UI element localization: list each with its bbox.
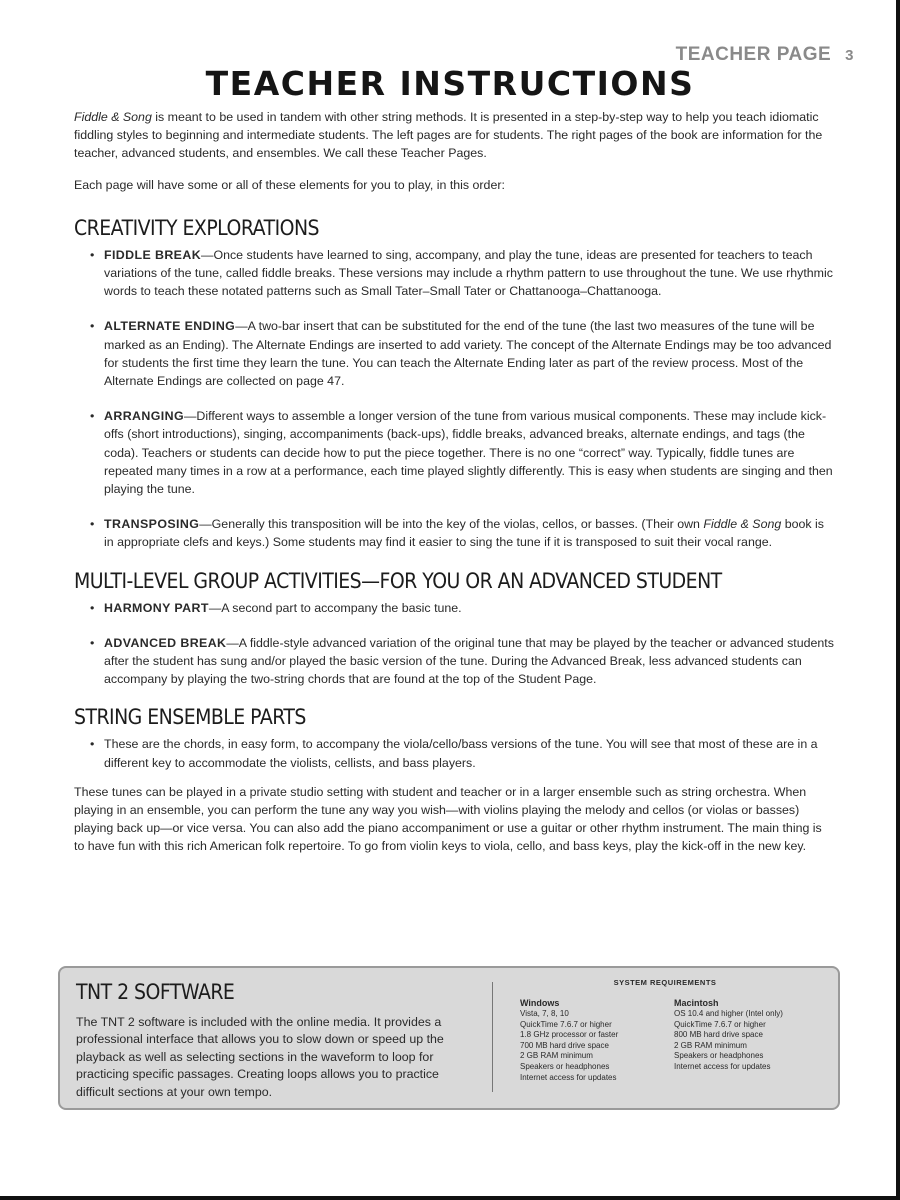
term-label: ARRANGING	[104, 409, 185, 424]
requirement-item: OS 10.4 and higher (Intel only)	[674, 1009, 783, 1018]
requirement-item: 1.8 GHz processor or faster	[520, 1030, 619, 1040]
mac-label: Macintosh	[674, 998, 719, 1008]
requirement-item: Vista, 7, 8, 10	[520, 1009, 569, 1018]
intro-paragraph: Fiddle & Song is meant to be used in tandem with other string methods. It is presented in a step-by-step way to help you teach idiomatic fiddling styles to beginning and intermediate students. The left pages are for students. The right pages of the book are information for the teacher, advanced students, and ensembles. We call these Teacher Pages.	[74, 110, 823, 161]
main-content	[74, 108, 834, 856]
requirement-item: 700 MB hard drive space	[520, 1040, 609, 1050]
list-item-transposing: • TRANSPOSING—Generally this transposition will be into the key of the violas, cellos, or basses. (Their own Fiddle & Song book is in appropriate clefs and keys.) Some students may find it easier to sing the tune if it is transposed to suit their vocal range.	[104, 515, 834, 551]
requirement-item: Internet access for updates	[674, 1061, 771, 1071]
requirement-item: Internet access for updates	[520, 1072, 617, 1082]
system-requirements-title: SYSTEM REQUIREMENTS	[613, 978, 717, 987]
list-item-ensemble: • These are the chords, in easy form, to accompany the viola/cello/bass versions of the tune. You will see that most of these are in a different key to accommodate the violists, cellists, and bass players.	[104, 735, 834, 771]
requirement-item: Speakers or headphones	[674, 1051, 764, 1061]
requirement-item: QuickTime 7.6.7 or higher	[520, 1019, 612, 1029]
page-edge-right	[896, 0, 900, 1200]
list-item-fiddle-break: • FIDDLE BREAK—Once students have learned to sing, accompany, and play the tune, ideas are presented for teachers to teach variations of the tune, called fiddle breaks. These versions may include a rhythm pattern to use throughout the tune. We use rhythmic words to teach these notated patterns such as Small Tater–Small Tater or Chattanooga–Chattanooga.	[104, 246, 834, 301]
term-label: FIDDLE BREAK	[104, 247, 202, 262]
closing-paragraph: These tunes can be played in a private studio setting with student and teacher or in a larger ensemble such as string orchestra. When playing in an ensemble, you can perform the tune any way you wish—with violins playing the melody and cellos (or violas or basses) playing back up—or vice versa. You can also add the piano accompaniment or use a guitar or other rhythm instrument. The main thing is to have fun with this rich American folk repertoire. To go from violin keys to viola, cello, and bass keys, play the kick-off in the new key.	[74, 784, 822, 854]
creativity-heading: CREATIVITY EXPLORATIONS	[74, 215, 320, 240]
creativity-list	[74, 246, 834, 552]
page-title: TEACHER INSTRUCTIONS	[205, 64, 695, 103]
requirement-item: QuickTime 7.6.7 or higher	[674, 1019, 766, 1029]
list-item-harmony-part: • HARMONY PART—A second part to accompany the basic tune.	[104, 599, 834, 617]
book-title: Fiddle & Song	[74, 110, 152, 124]
windows-requirements	[520, 998, 670, 1083]
page-edge-bottom	[0, 1196, 900, 1200]
page-number: 3	[845, 47, 854, 64]
list-item-arranging: • ARRANGING—Different ways to assemble a longer version of the tune from various musical components. These may include kick-offs (short introductions), singing, accompaniments (back-ups), fiddle breaks, advanced breaks, alternate endings, and tags (the coda). Teachers or students can decide how to put the piece together. There is no one “correct” way. Typically, fiddle tunes are repeated many times in a row at a performance, each time played slightly differently. This is easy when students are singing and then playing the tune.	[104, 407, 834, 498]
ensemble-list	[74, 735, 834, 771]
requirement-item: 800 MB hard drive space	[674, 1030, 763, 1040]
term-label: ALTERNATE ENDING	[104, 319, 236, 334]
term-label: HARMONY PART	[104, 600, 209, 615]
running-head	[676, 44, 854, 66]
requirement-item: 2 GB RAM minimum	[520, 1051, 593, 1061]
software-box	[58, 966, 840, 1110]
list-item-advanced-break: • ADVANCED BREAK—A fiddle-style advanced variation of the original tune that may be played by the teacher or advanced students after the student has sung and/or played the basic version of the tune. During the Advanced Break, less advanced students can accompany by playing the two-string chords that are found at the top of the Student Page.	[104, 634, 834, 689]
multilevel-list	[74, 599, 834, 689]
box-divider	[492, 982, 493, 1092]
multilevel-heading: MULTI-LEVEL GROUP ACTIVITIES—FOR YOU OR AN ADVANCED STUDENT	[74, 568, 722, 593]
mac-requirements	[674, 998, 824, 1073]
requirement-item: 2 GB RAM minimum	[674, 1040, 747, 1050]
term-label: ADVANCED BREAK	[104, 635, 227, 650]
intro-paragraph-2: Each page will have some or all of these elements for you to play, in this order:	[74, 177, 505, 192]
term-label: TRANSPOSING	[104, 517, 200, 532]
section-label: TEACHER PAGE	[675, 44, 832, 65]
software-description: The TNT 2 software is included with the online media. It provides a professional interface that allows you to slow down or speed up the playback as well as selecting sections in the waveform to loop for practicing specific passages. Creating loops allows you to practice difficult sections at your own tempo.	[76, 1015, 444, 1099]
windows-label: Windows	[520, 998, 560, 1008]
software-title: TNT 2 SOFTWARE	[76, 980, 235, 1004]
requirement-item: Speakers or headphones	[520, 1061, 610, 1071]
list-item-alternate-ending: • ALTERNATE ENDING—A two-bar insert that can be substituted for the end of the tune (the last two measures of the tune will be marked as an Ending). The Alternate Endings are inserted to add variety. The concept of the Alternate Endings may be too advanced for students the first time they learn the tune. You can teach the Alternate Ending later as part of the review process. Most of the Alternate Endings are collected on page 47.	[104, 317, 834, 390]
ensemble-heading: STRING ENSEMBLE PARTS	[74, 705, 306, 730]
